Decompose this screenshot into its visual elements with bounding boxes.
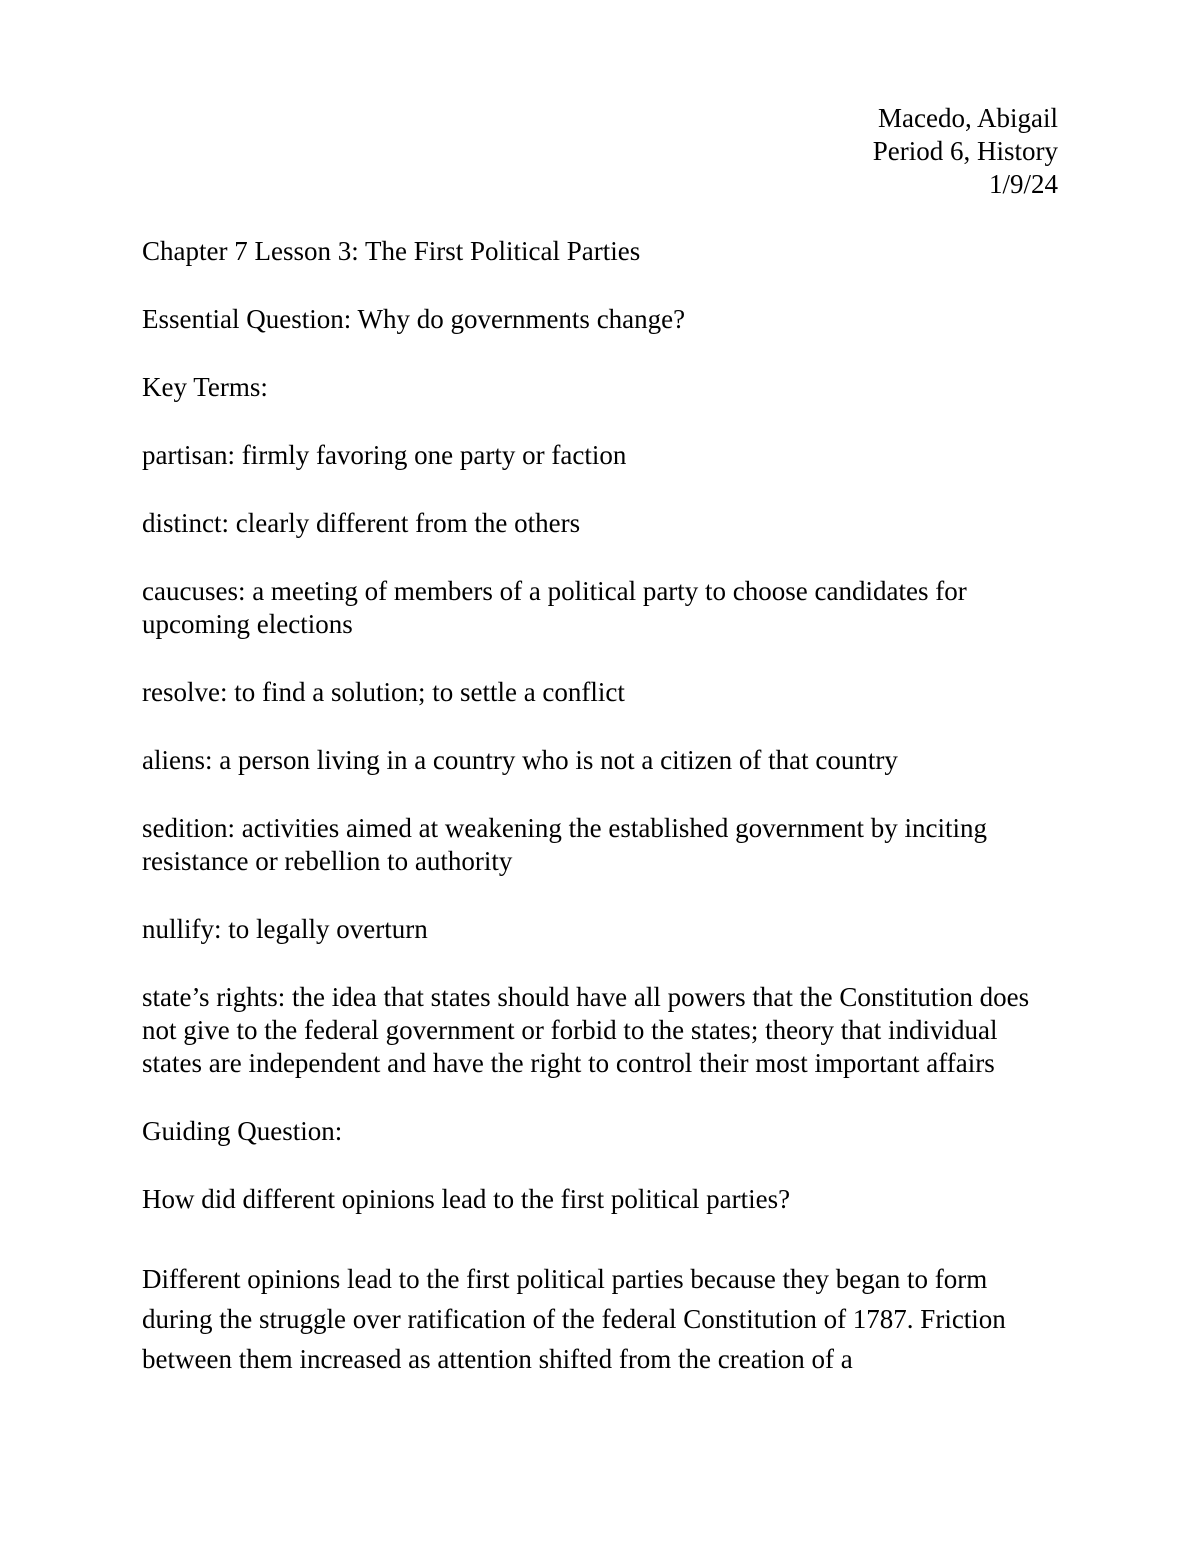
key-terms-heading: Key Terms: [142,372,268,402]
term-aliens: aliens: a person living in a country who is not a citizen of that country [142,745,898,775]
assignment-date: 1/9/24 [988,169,1058,199]
answer-paragraph: Different opinions lead to the first political parties because they began to form during the struggle over ratification of the federal Constitution of 1787. Friction between them increased as attention shifted from the creation of a [142,1264,1006,1374]
class-period: Period 6, History [872,136,1058,166]
term-nullify: nullify: to legally overturn [142,914,428,944]
student-name: Macedo, Abigail [878,103,1058,133]
term-partisan: partisan: firmly favoring one party or faction [142,440,627,470]
term-sedition: sedition: activities aimed at weakening the established government by inciting resistance or rebellion to authority [142,813,988,876]
student-header [873,102,1058,201]
document-body [142,235,1062,1379]
guiding-question: How did different opinions lead to the first political parties? [142,1184,791,1214]
essential-question: Essential Question: Why do governments change? [142,304,686,334]
guiding-question-heading: Guiding Question: [142,1116,343,1146]
term-distinct: distinct: clearly different from the others [142,508,581,538]
term-states-rights: state’s rights: the idea that states should have all powers that the Constitution does not give to the federal government or forbid to the states; theory that individual states are independent and have the right to control their most important affairs [142,982,1030,1078]
term-caucuses: caucuses: a meeting of members of a political party to choose candidates for upcoming elections [142,576,967,639]
lesson-title: Chapter 7 Lesson 3: The First Political Parties [142,236,641,266]
term-resolve: resolve: to find a solution; to settle a conflict [142,677,625,707]
